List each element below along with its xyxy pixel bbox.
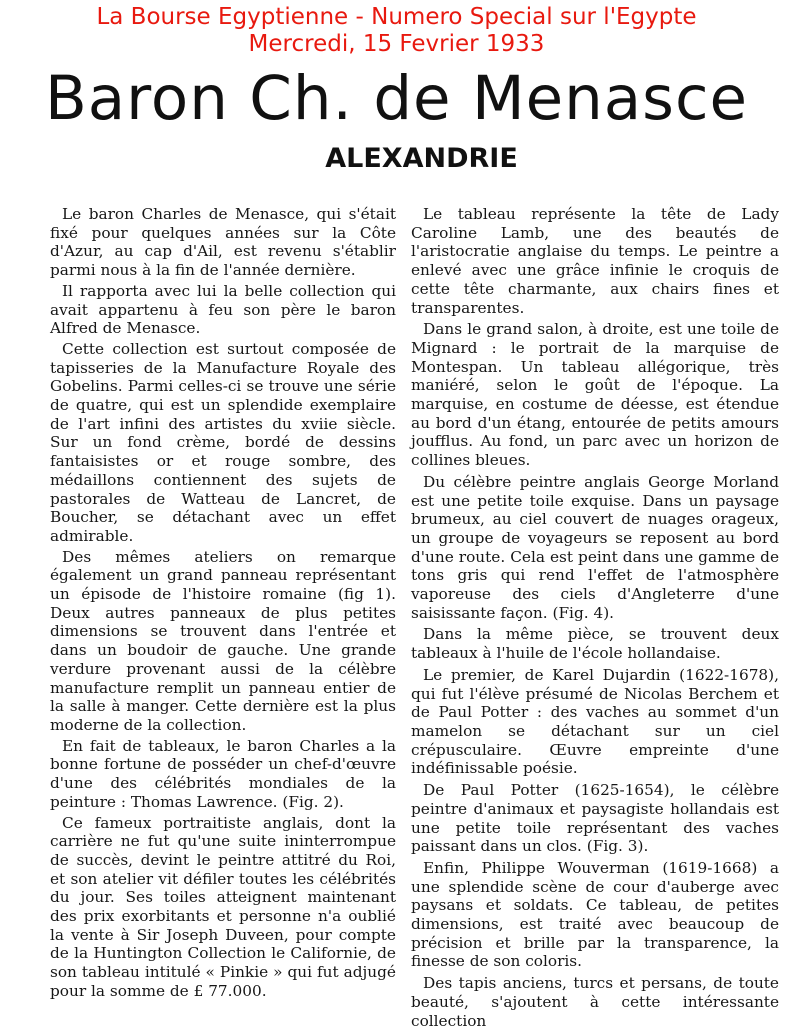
paragraph: Le tableau représente la tête de Lady Caroline Lamb, une des beautés de l'aristocratie anglaise du temps. Le peintre a enlevé avec une grâce infinie le croquis de cette tête charmante, aux chairs fines et transparentes. — [411, 205, 779, 317]
paragraph: De Paul Potter (1625-1654), le célèbre peintre d'animaux et paysagiste hollandais est une petite toile représentant des vaches paissant dans un clos. (Fig. 3). — [411, 781, 779, 856]
paragraph: Ce fameux portraitiste anglais, dont la carrière ne fut qu'une suite ininterrompue de succès, devint le peintre attitré du Roi, et son atelier vit défiler toutes les célébrités du jour. Ses toiles atteignent maintenant des prix exorbitants et personne n'a oublié la vente à Sir Joseph Duveen, pour compte de la Huntington Collection le Californie, de son tableau intitulé « Pinkie » qui fut adjugé pour la somme de £ 77.000. — [50, 813, 396, 1000]
article-title: Baron Ch. de Menasce — [44, 63, 749, 134]
article-column-left — [50, 205, 396, 1005]
paragraph: Le premier, de Karel Dujardin (1622-1678), qui fut l'élève présumé de Nicolas Berchem et de Paul Potter : des vaches au sommet d'un mamelon se détachant sur un ciel crépusculaire. Œuvre empreinte d'une indéfinissable poésie. — [411, 665, 779, 778]
paragraph: Du célèbre peintre anglais George Morland est une petite toile exquise. Dans un paysage brumeux, au ciel couvert de nuages orageux, un groupe de voyageurs se reposent au bord d'une route. Cela est peint dans une gamme de tons gris qui rend l'effet de l'atmosphère vaporeuse des ciels d'Angleterre d'une saisissante façon. (Fig. 4). — [411, 472, 779, 622]
publication-title-line: La Bourse Egyptienne - Numero Special sur l'Egypte — [96, 4, 697, 30]
paragraph: Des tapis anciens, turcs et persans, de toute beauté, s'ajoutent à cette intéressante collection — [411, 974, 779, 1030]
paragraph: Enfin, Philippe Wouverman (1619-1668) a une splendide scène de cour d'auberge avec paysans et soldats. Ce tableau, de petites dimensions, est traité avec beaucoup de précision et brille par la transparence, la finesse de son coloris. — [411, 858, 779, 971]
paragraph: En fait de tableaux, le baron Charles a la bonne fortune de posséder un chef-d'œuvre d'une des célébrités mondiales de la peinture : Thomas Lawrence. (Fig. 2). — [50, 736, 396, 811]
publication-date-line: Mercredi, 15 Fevrier 1933 — [248, 31, 545, 57]
paragraph: Il rapporta avec lui la belle collection qui avait appartenu à feu son père le baron Alfred de Menasce. — [50, 281, 396, 338]
paragraph: Dans le grand salon, à droite, est une toile de Mignard : le portrait de la marquise de Montespan. Un tableau allégorique, très maniéré, selon le goût de l'époque. La marquise, en costume de déesse, est étendue au bord d'un étang, entourée de petits amours joufflus. Au fond, un parc avec un horizon de collines bleues. — [411, 320, 779, 470]
paragraph: Cette collection est surtout composée de tapisseries de la Manufacture Royale des Gobelins. Parmi celles-ci se trouve une série de quatre, qui est un splendide exemplaire de l'art infini des artistes du xviie siècle. Sur un fond crème, bordé de dessins fantaisistes or et rouge sombre, des médaillons contiennent des sujets de pastorales de Watteau de Lancret, de Boucher, se détachant avec un effet admirable. — [50, 339, 396, 545]
article-column-right — [411, 205, 779, 1030]
paragraph: Des mêmes ateliers on remarque également un grand panneau représentant un épisode de l'histoire romaine (fig 1). Deux autres panneaux de plus petites dimensions se trouvent dans l'entrée et dans un boudoir de gauche. Une grande verdure provenant aussi de la célèbre manufacture remplit un panneau entier de la salle à manger. Cette dernière est la plus moderne de la collection. — [50, 547, 396, 734]
article-subtitle: ALEXANDRIE — [325, 143, 518, 174]
paragraph: Dans la même pièce, se trouvent deux tableaux à l'huile de l'école hollandaise. — [411, 625, 779, 663]
paragraph: Le baron Charles de Menasce, qui s'était fixé pour quelques années sur la Côte d'Azur, au cap d'Ail, est revenu s'établir parmi nous à la fin de l'année dernière. — [50, 205, 396, 280]
publication-header — [0, 4, 793, 58]
